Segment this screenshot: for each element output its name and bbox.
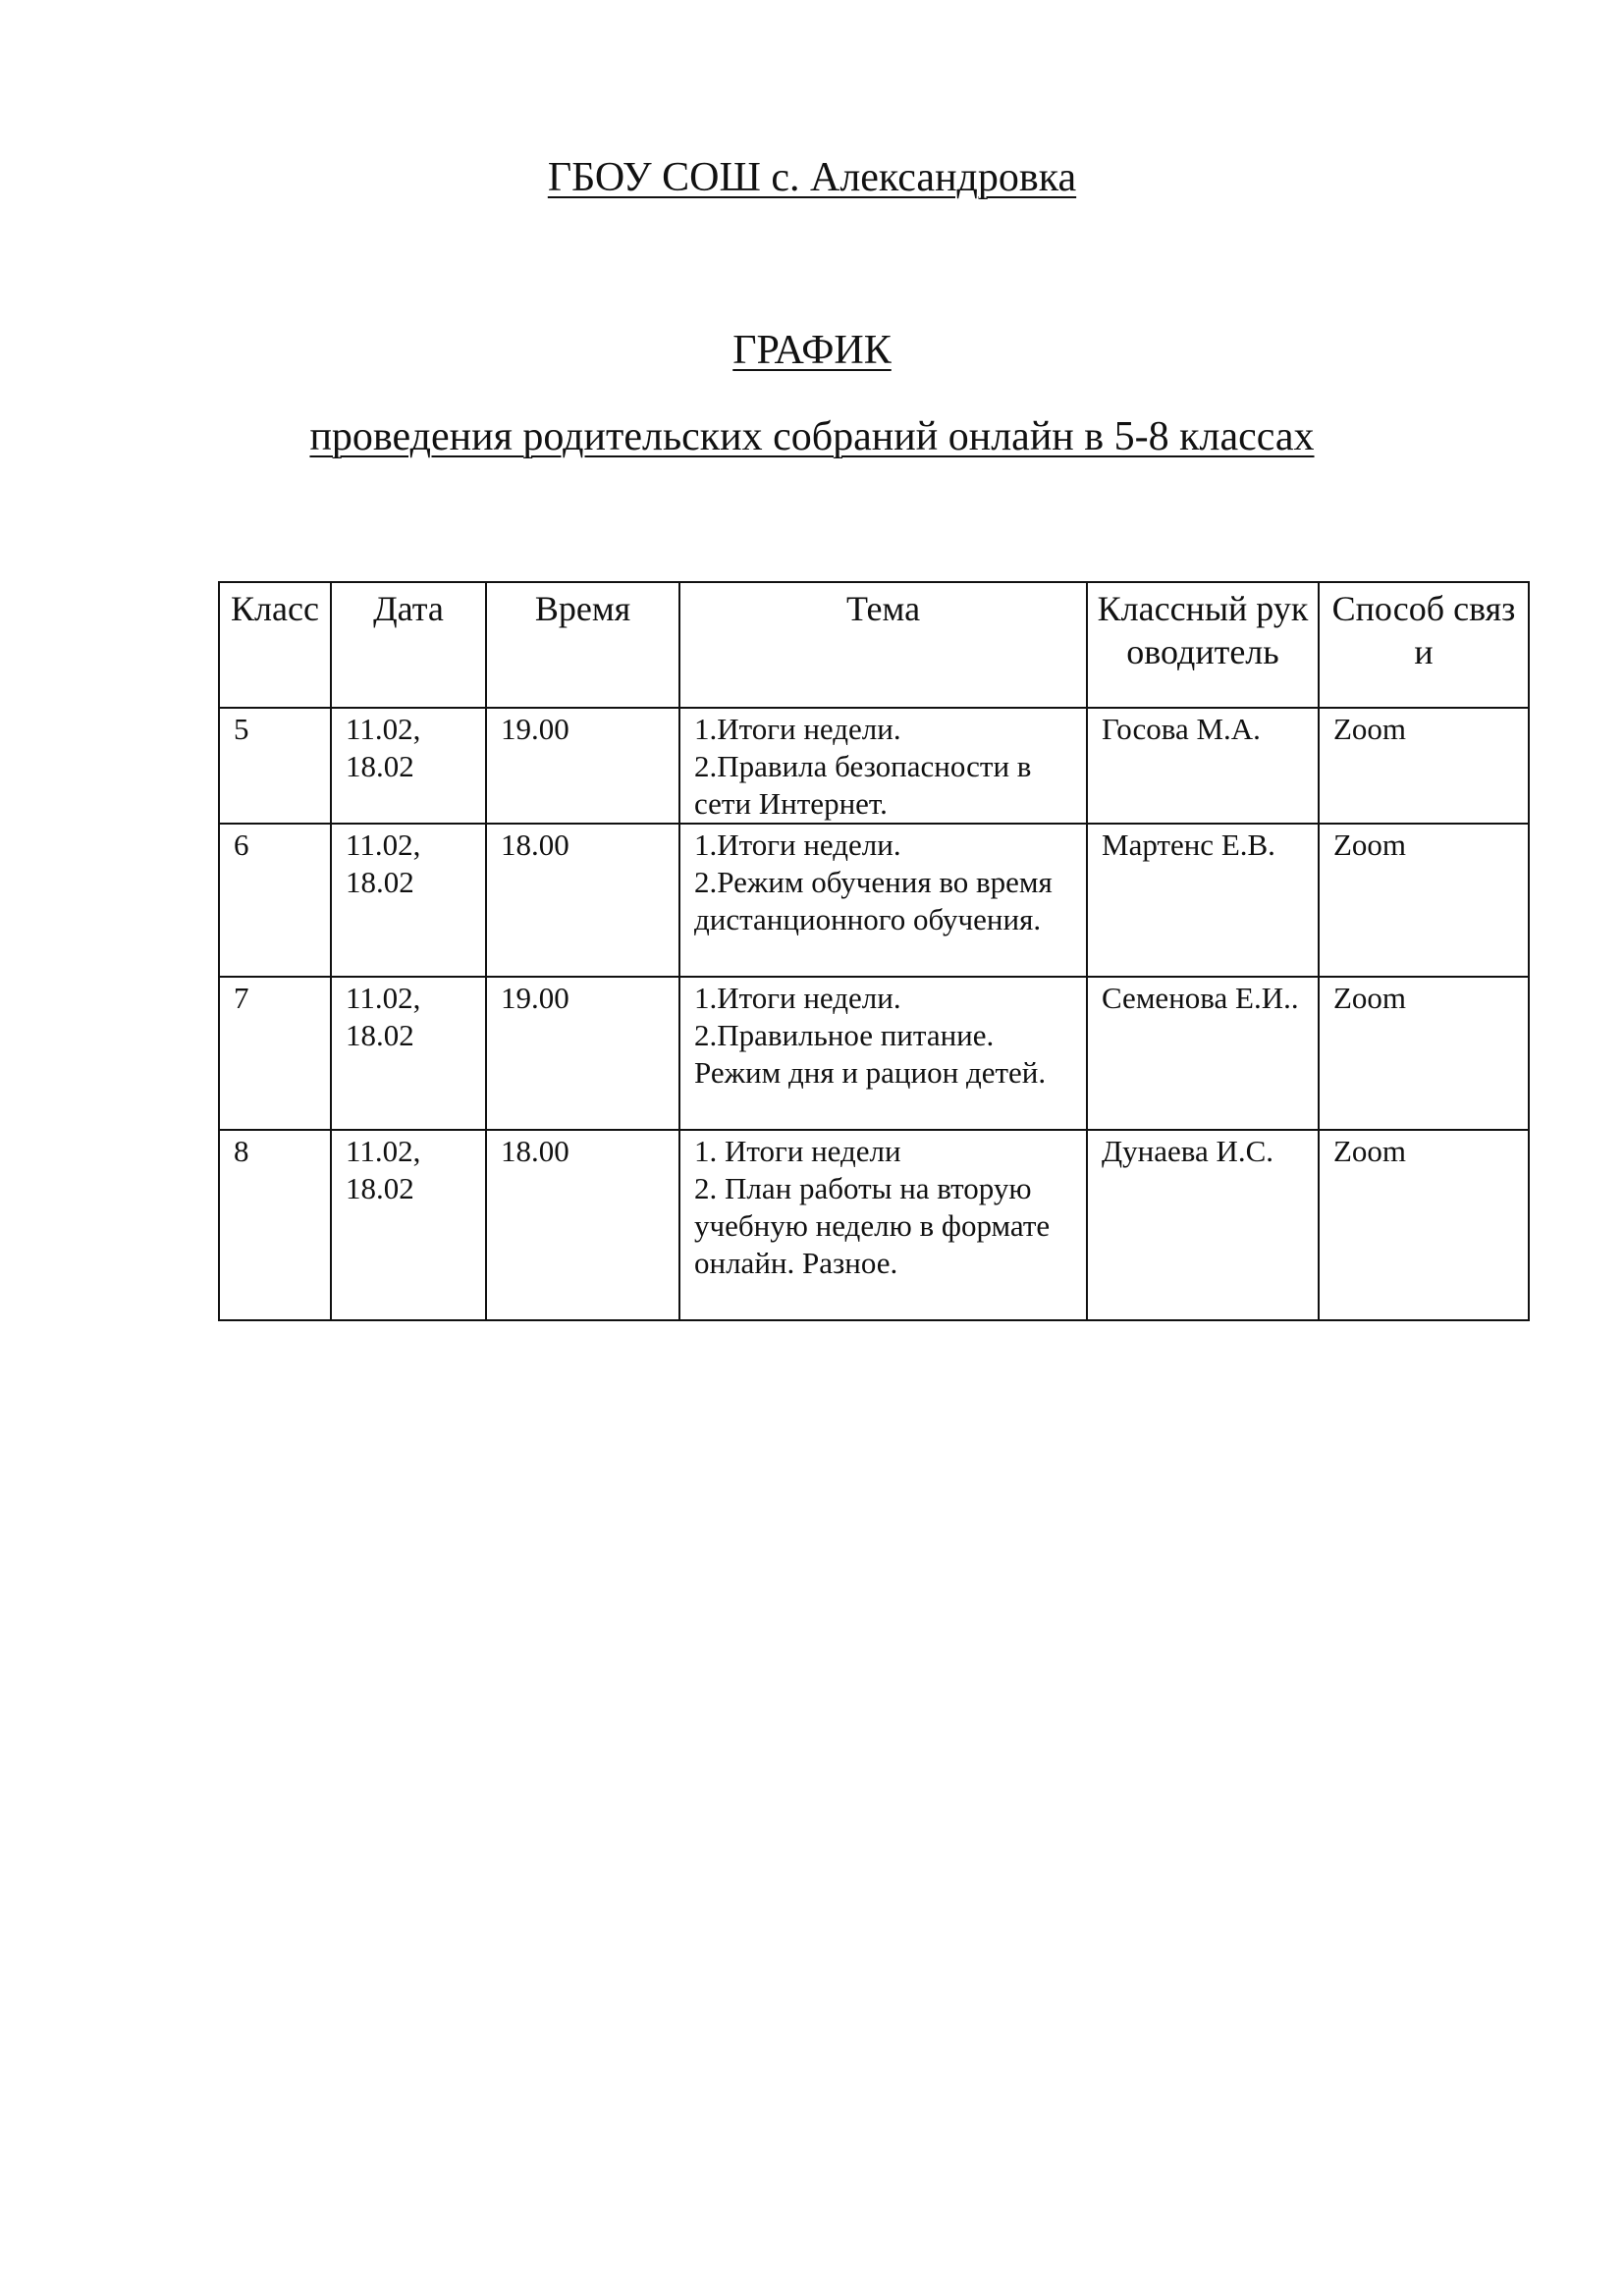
cell-contact: Zoom [1319,824,1529,977]
date-line: 11.02, [346,1134,421,1168]
topic-item: 1.Итоги недели. [694,712,901,746]
document-subtitle: проведения родительских собраний онлайн в 5-8 классах [309,414,1315,459]
table-row [219,977,1529,1130]
cell-contact: Zoom [1319,977,1529,1130]
cell-teacher: Семенова Е.И.. [1087,977,1319,1130]
topic-item: 2.Режим обучения во время дистанционного обучения. [694,865,1053,936]
date-line: 18.02 [346,1171,414,1205]
cell-class: 5 [219,708,331,824]
cell-date [331,708,486,824]
cell-topic [679,708,1087,824]
cell-class: 8 [219,1130,331,1320]
date-line: 11.02, [346,981,421,1015]
cell-teacher: Мартенс Е.В. [1087,824,1319,977]
cell-class: 6 [219,824,331,977]
column-header-time: Время [486,582,679,708]
cell-contact: Zoom [1319,1130,1529,1320]
cell-topic [679,1130,1087,1320]
cell-date [331,824,486,977]
cell-date [331,1130,486,1320]
topic-item: 2.Правила безопасности в сети Интернет. [694,749,1032,821]
column-header-contact: Способ связи [1319,582,1529,708]
table-row [219,1130,1529,1320]
date-line: 11.02, [346,828,421,862]
date-line: 11.02, [346,712,421,746]
topic-item: 1.Итоги недели. [694,828,901,862]
document-title: ГРАФИК [732,328,892,373]
date-line: 18.02 [346,749,414,783]
cell-topic [679,824,1087,977]
column-header-teacher: Классный руководитель [1087,582,1319,708]
table-row [219,824,1529,977]
cell-time: 19.00 [486,708,679,824]
date-line: 18.02 [346,865,414,899]
table-row [219,708,1529,824]
cell-date [331,977,486,1130]
topic-item: 2.Правильное питание. Режим дня и рацион детей. [694,1018,1047,1090]
cell-topic [679,977,1087,1130]
cell-time: 18.00 [486,1130,679,1320]
cell-time: 18.00 [486,824,679,977]
column-header-class: Класс [219,582,331,708]
cell-class: 7 [219,977,331,1130]
cell-teacher: Госова М.А. [1087,708,1319,824]
school-name: ГБОУ СОШ с. Александровка [547,155,1077,200]
table-header-row [219,582,1529,708]
column-header-topic: Тема [679,582,1087,708]
cell-contact: Zoom [1319,708,1529,824]
topic-item: 1. Итоги недели [694,1134,901,1168]
schedule-table [218,581,1530,1321]
topic-item: 2. План работы на вторую учебную неделю в формате онлайн. Разное. [694,1171,1051,1280]
cell-time: 19.00 [486,977,679,1130]
date-line: 18.02 [346,1018,414,1052]
column-header-date: Дата [331,582,486,708]
cell-teacher: Дунаева И.С. [1087,1130,1319,1320]
topic-item: 1.Итоги недели. [694,981,901,1015]
